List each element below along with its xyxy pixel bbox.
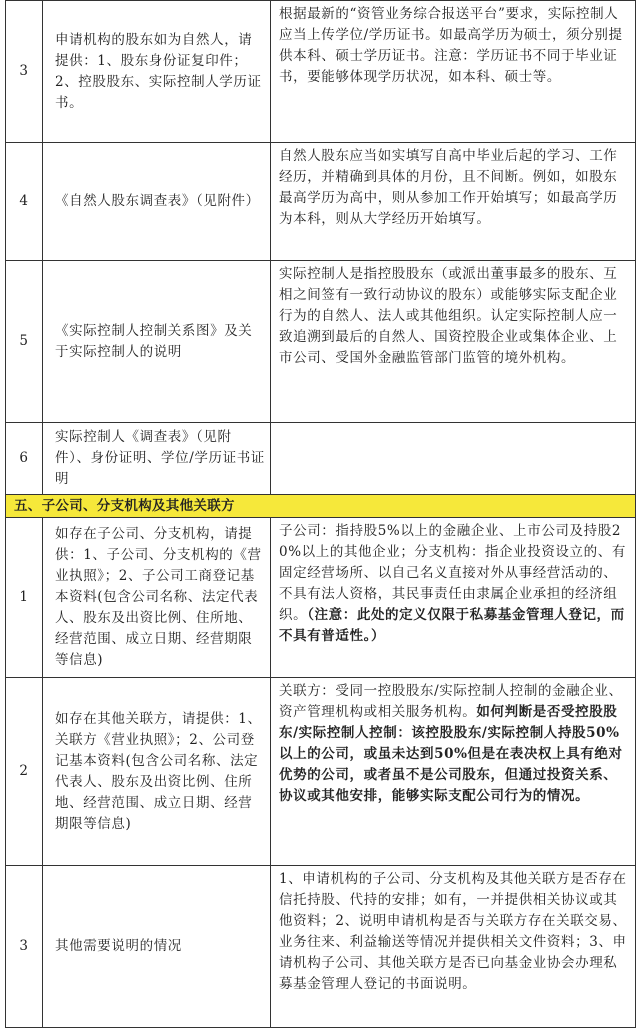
row-note: 实际控制人是指控股股东（或派出董事最多的股东、互相之间签有一致行动协议的股东）或能够实际支配企业行为的自然人、法人或其他组织。认定实际控制人应一致追溯到最后的自然人、国资控股企业或集体企业、上市公司、受国外金融监管部门监管的境外机构。 [271, 261, 636, 423]
row-description: 其他需要说明的情况 [43, 866, 271, 1028]
row-number: 6 [6, 423, 43, 495]
row-note: 自然人股东应当如实填写自高中毕业后起的学习、工作经历，并精确到具体的月份，且不间断。例如，如股东最高学历为高中，则从参加工作开始填写；如最高学历为本科，则从大学经历开始填写。 [271, 143, 636, 261]
row-description: 如存在子公司、分支机构，请提供：1、子公司、分支机构的《营业执照》；2、子公司工商登记基本资料(包含公司名称、法定代表人、股东及出资比例、住所地、经营范围、成立日期、经营期限等信息) [43, 518, 271, 678]
row-number: 5 [6, 261, 43, 423]
table-row [6, 423, 636, 495]
table-row [6, 1, 636, 143]
table-row [6, 866, 636, 1028]
row-description: 《自然人股东调查表》（见附件） [43, 143, 271, 261]
section-header-row [6, 495, 636, 518]
section-title: 五、子公司、分支机构及其他关联方 [6, 495, 636, 518]
row-number: 4 [6, 143, 43, 261]
row-note [271, 866, 636, 1028]
row-description: 实际控制人《调查表》（见附件）、身份证明、学位/学历证书证明 [43, 423, 271, 495]
table-row [6, 518, 636, 678]
requirements-table [5, 0, 636, 1028]
row-note: 根据最新的“资管业务综合报送平台”要求，实际控制人应当上传学位/学历证书。如最高学历为硕士，须分别提供本科、硕士学历证书。注意：学历证书不同于毕业证书，要能够体现学历状况，如本科、硕士等。 [271, 1, 636, 143]
row-number: 2 [6, 678, 43, 866]
row-description: 如存在其他关联方，请提供：1、关联方《营业执照》；2、公司登记基本资料(包含公司名称、法定代表人、股东及出资比例、住所地、经营范围、成立日期、经营期限等信息) [43, 678, 271, 866]
table-row [6, 261, 636, 423]
row-number: 3 [6, 1, 43, 143]
note-text: 子公司：指持股5%以上的金融企业、上市公司及持股20%以上的其他企业；分支机构：指企业投资设立的、有固定经营场所、以自己名义直接对外从事经营活动的、不具有法人资格，其民事责任由隶属企业承担的经济组织。 [279, 523, 626, 623]
table-row [6, 678, 636, 866]
row-note [271, 423, 636, 495]
row-note [271, 518, 636, 678]
row-number: 3 [6, 866, 43, 1028]
note-text: 1、申请机构的子公司、分支机构及其他关联方是否存在信托持股、代持的安排；如有，一并提供相关协议或其他资料；2、说明申请机构是否与关联方存在关联交易、业务往来、利益输送等情况并提供相关文件资料；3、申请机构子公司、其他关联方是否已向基金业协会办理私募基金管理人登记的书面说明。 [279, 871, 627, 992]
row-description: 《实际控制人控制关系图》及关于实际控制人的说明 [43, 261, 271, 423]
note-emphasis: 如何判断是否受控股股东/实际控制人控制：该控股股东/实际控制人持股50%以上的公司，或虽未达到50%但是在表决权上具有绝对优势的公司，或者虽不是公司股东，但通过投资关系、协议或其他安排，能够实际支配公司行为的情况。 [279, 704, 623, 804]
table-row [6, 143, 636, 261]
row-description: 申请机构的股东如为自然人，请提供：1、股东身份证复印件；2、控股股东、实际控制人学历证书。 [43, 1, 271, 143]
note-text: 关联方：受同一控股股东/实际控制人控制的金融企业、资产管理机构或相关服务机构。 [279, 683, 623, 720]
row-note [271, 678, 636, 866]
note-emphasis: （注意：此处的定义仅限于私募基金管理人登记，而不具有普适性。） [279, 607, 625, 644]
row-number: 1 [6, 518, 43, 678]
